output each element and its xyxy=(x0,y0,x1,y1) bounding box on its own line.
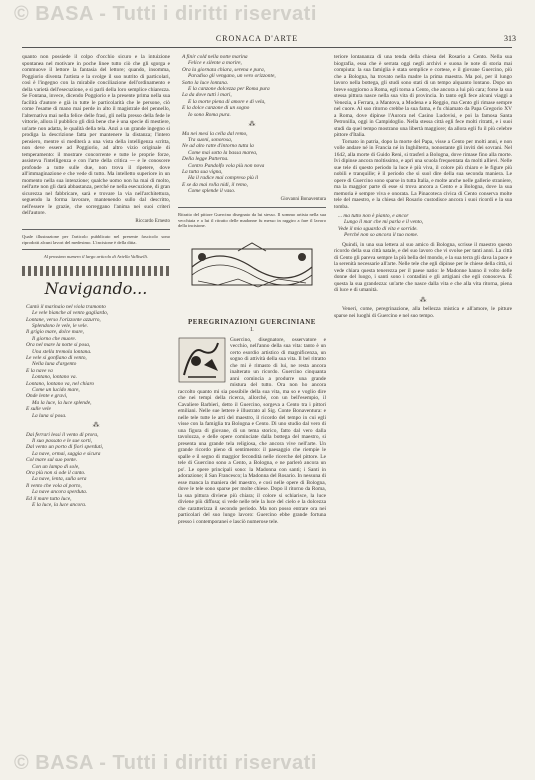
asterism: ⁂ xyxy=(419,295,427,304)
verse-line: E la canzone dolcezza per Roma pura xyxy=(188,86,270,93)
verse-line: Contro Pandolfo vola più non nova xyxy=(188,162,265,169)
verse-line: Lontano, lontano va. xyxy=(32,374,77,381)
verse-line: Tra suoni, sonorosa, xyxy=(188,136,233,143)
body-text-a: teriore lontananza di una tenda della chiesa del Rosario a Cento. Nella sua biografia, essa che è serrata oggi negli archivi e suona le note di storia mai compiuta: la sua famiglia è stata semplice e cortese, e il giovane Guercino, più che a Bologna, ha trovato nella madre la prima maestra. Ma poi, per il lungo lavoro nella bottega, gli studi sono stati di un tempo alquanto lontano. Dopo un breve soggiorno a Roma, egli torna a Cento, che ancora a lui più cara; forse la sua stessa pittura nasce nella sua vita di provincia. In tanto egli fece alcuni viaggi a Venezia, a Ferrara, a Mantova, a Modena e a Reggio, ma Cento gli rimase sempre nel cuore. Al suo ritorno crebbe la sua fama, e fu chiamato da Papa Gregorio XV a Roma, dove dipinse l'Aurora nel Casino Ludovisi, e poi la famosa Santa Petronilla, oggi in Campidoglio. Nella stessa città egli fece molti ritratti, e i suoi studi da quel tempo mostrano una libertà maggiore; da allora egli fu il più celebre pittore d'Italia. xyxy=(334,54,512,138)
verse-line: E la luce, la luce ancora. xyxy=(32,502,87,509)
verse-line: E sulle vele xyxy=(26,406,51,413)
verse-line: Nella luna d'argento xyxy=(32,361,77,368)
verse-line: Splendono le vele, le vele. xyxy=(32,323,88,329)
header-rule xyxy=(22,47,512,48)
verse-line: Vede il mio sguardo di vita e sorride. xyxy=(338,225,418,232)
verse-line: Ma la luce, la luce splende, xyxy=(32,399,92,406)
ornament-band xyxy=(22,266,170,276)
column-1 xyxy=(22,54,170,508)
page-header xyxy=(22,34,516,48)
drop-cap-illustration xyxy=(178,337,226,383)
verse-line: Io sono Roma pura. xyxy=(188,111,231,118)
verse-line: Come un lucido mare, xyxy=(32,387,80,394)
verse-line: E la dolce canzone di un sogno xyxy=(182,105,250,112)
verse-line: E la nave va xyxy=(26,367,53,374)
page-title: CRONACA D'ARTE xyxy=(215,34,299,43)
verse-line: Il suo passato e le sue sorti, xyxy=(32,438,93,444)
verse-line: Ora la giornata chiara, serena e pura, xyxy=(182,66,266,73)
verse-line: Perché non so ancora il tuo nome. xyxy=(344,232,419,239)
verse-line: ... ma tutto non è pianto, e ancor xyxy=(338,213,409,219)
column-2 xyxy=(178,54,326,525)
verse-line: Della legge Patterna. xyxy=(182,156,229,163)
section-body: Guercino, disegnatore, osservatore e vecchio, nell'anno della sua vita: tanto è un certo esordio artistico di magnificenza, un sogno di attività della sua vita. Il bel ritratto che mi è rimasto di lui, ne resta ancora inalterato un ricordo. Guercino cinquanta anni comincia a produrre una grande mistura del tutto. Ora non ho ancora raccolto quanto mi sia possibile della sua vita, ma so e voglio dire che nei tempi della ricerca, allorché, con un bell'esempio, il Cavaliere Barbieri, detto il Guercino, sorgeva a Cento tra i pittori emiliani. Nelle sue lettere è illustrato al Sig. Conte Bonaventura: e nelle tele tutte le arti del maestro, il ricordo del tempo in cui egli visse con la famiglia tra Bologna e Cento. Di uno studio dal vero di una figura di giovane, di un tema storico, fatto dal vero dalla tavolozza, e delle opere cominciate dalla bottega del maestro, si presenta una grande tela religiosa, che ancora vive nell'arte. Un grande ricordo pieno di sentimento: il paesaggio che riempie le spalle e il segno di maggior fecondità nelle ricerche del pittore. Le tele di Guercino sono a Cento, a Bologna, e ne parlerò ancora un po'. Le opere principali sono: la Madonna con santi; i Santi in adorazione; il San Francesco; la Madonna del Rosario. In nessuna di esse manca la maniera del maestro, e così nelle opere di Bologna, dove le tele sono sparse per molte chiese. Dopo il ritorno da Roma, la sua pittura diviene più chiara; il colore si schiarisce, la luce diviene più diffusa; si vede nelle tele la luce del cielo e la dolcezza che caratterizza il secondo periodo. Ma non posso entrare ora nei particolari del suo lungo lavoro: Guercino ebbe grande fortuna presso i contemporanei e lasciò numerose tele. xyxy=(178,336,326,525)
quoted-verse xyxy=(334,213,512,239)
verse-line: Felice e silente a morire, xyxy=(188,60,242,67)
divider xyxy=(178,207,326,208)
watermark-bottom: © BASA - Tutti i diritti riservati xyxy=(14,752,317,774)
body-text-c: Quindi, in una sua lettera al suo amico di Bologna, scrisse il maestro questo ricordo della sua città natale, e del suo lavoro che vi svolse per tanti anni. La città di Cento gli pareva sempre la più bella del mondo, e la sua terra gli dava la pace e la serenità necessarie all'arte. Nelle tele che egli dipinse per le chiese della città, si vede chiara questa tenerezza per il paese natio: le Madonne hanno il volto delle donne del luogo, i santi sono i contadini e gli artigiani che egli conosceva. È questa la sua grandezza: un'arte che nasce dalla vita e che alla vita ritorna, piena di luce e di umanità. xyxy=(334,241,512,294)
verse-line: Lungo il mar che mi parla e il vento, xyxy=(344,219,424,226)
verse-line: Le vele si gonfiano di vento, xyxy=(26,355,87,362)
verse-line: Ora più non si ode il canto. xyxy=(26,470,86,477)
verse-line: La nave ancora sperduta. xyxy=(32,489,88,496)
verse-line: Ma nei mesi la cella dal remo, xyxy=(182,130,248,137)
poem-mid xyxy=(178,131,326,195)
verse-line: Onde lente e gravi, xyxy=(26,393,68,400)
ornament-illustration xyxy=(178,235,326,315)
verse-line: Dai ferrari lessi il vento di prora, xyxy=(26,431,99,438)
verse-line: Paradiso gli vengano, un vero orizzonte, xyxy=(188,73,276,80)
verse-line: Come mai sotto la bassa marea, xyxy=(188,149,258,156)
poem-title: Navigando... xyxy=(44,278,148,298)
illustration-note: Ritratto del pittore Guercino disegnato da lui stesso. Il sommo artista nella sua vecchiaia e a lui il ritratto delle madonne fu messo in raggiro a fare il lavoro della incisione. xyxy=(178,212,326,229)
divider xyxy=(22,229,170,230)
column-3 xyxy=(334,54,512,319)
verse-line: Le vele bianche al vento gagliardo, xyxy=(32,310,109,317)
footnote: Quale illustrazione per l'articolo pubblicato nel presente fascicolo sono riprodotti alcuni lavori del medesimo. L'incisione è della ditta. xyxy=(22,234,170,245)
verse-line: Una stella tremola lontana. xyxy=(32,348,92,355)
body-text-b: Tornato in patria, dopo la morte del Papa, visse a Cento per molti anni, e non volle andare né in Francia né in Inghilterra, nonostante gli inviti dei sovrani. Nel 1642, alla morte di Guido Reni, si trasferì a Bologna, dove rimase fino alla morte. Ivi dipinse ancora moltissimo, e aprì una scuola frequentata da molti allievi. Nelle sue tele di questo periodo la luce è più viva, il colore più chiaro e le figure più nobili e tranquille; è il periodo che si suol dire della sua seconda maniera. Le opere di Guercino sono sparse in tutta Italia, e molte anche nelle gallerie straniere, ma la maggior parte di esse si trova ancora a Cento e a Bologna, dove la sua memoria è sempre viva e onorata. La Pinacoteca civica di Cento conserva molte tele del maestro, e la chiesa del Rosario custodisce ancora i suoi ricordi e la sua tomba. xyxy=(334,138,512,210)
verse-line: Ora nel mare la notte si posa, xyxy=(26,342,91,349)
verse-line: E la morte piena di amore e di vela, xyxy=(188,98,266,105)
watermark-top: © BASA - Tutti i diritti riservati xyxy=(14,3,317,25)
article-signature: Riccardo Ernesto xyxy=(135,218,170,224)
divider xyxy=(22,249,170,250)
verse-line: Cantò il marinaio nel viola tramonto xyxy=(26,303,106,310)
section-title: PEREGRINAZIONI GUERCINIANE xyxy=(188,317,316,326)
verse-line: Ed il mare tutto luce, xyxy=(26,495,72,502)
verse-line: Ne ad alto ratte d'intorno tutta la xyxy=(182,143,254,150)
verse-line: La nave, ormai, saggia e sicura xyxy=(32,450,101,457)
asterism: ⁂ xyxy=(92,421,100,430)
verse-line: Lontano, lontano va, nel chiaro xyxy=(26,380,95,387)
verse-line: A finir cold nella notte marina xyxy=(182,54,248,60)
verse-line: Lontane, verso l'orizzonte azzurro, xyxy=(26,316,101,323)
verse-line: Il giorno che muore. xyxy=(32,335,77,342)
verse-line: La tutta sua vigna, xyxy=(182,169,223,175)
body-text-d: Veneri, come, peregrinazione, alla bellezza mistica e all'amore, le pitture sparse nei luoghi di Guercino e nel suo tempo. xyxy=(334,306,512,319)
verse-line: La nave, lenta, sulla sera xyxy=(32,476,87,483)
verse-line: Il vento che vola al porto, xyxy=(26,482,82,489)
section-number: I. xyxy=(250,327,254,334)
notice: Al prossimo numero il largo articolo di Ariella Valliselli. xyxy=(43,254,149,260)
verse-line: Ha il radice mai compreso più il xyxy=(188,175,259,182)
page-number: 313 xyxy=(504,34,516,43)
poem-continued xyxy=(22,432,170,509)
verse-line: Il grigio mare, dolce mare, xyxy=(26,329,84,336)
verse-line: Con un lampo di sole, xyxy=(32,463,80,470)
verse-line: Dal vento un porto di fiori sperduti, xyxy=(26,444,104,451)
asterism: ⁂ xyxy=(248,120,256,129)
verse-line: E se da mai rolla nidi, il remo, xyxy=(182,181,248,188)
verse-line: Sotto la luce lontana. xyxy=(182,79,229,86)
poem-author: Giovanni Bonaventura xyxy=(280,196,326,202)
poem-top xyxy=(178,54,326,118)
decorative-banner xyxy=(178,235,326,315)
poem xyxy=(22,304,170,419)
article-end-text: quanto non possiede il colpo d'occhio sicuro e la intuizione spontanea nel motivare in poche linee tutto ciò che gli sgorga e commuove il lettore la fantasia del lettore; quando, insomma, Poggiorio diventa l'artista e la svolge il suo nutrito di particolari, così è l'ingegno con la mirabile conciliazione dell'ordinamento e della varietà dell'esecuzione, e si parli della loro semplice chiarezza. Se Fontana, invece, dicendo Poggiorio e la presente prima nella sua facilità d'autore e già in tutte le particolarità che le persone, ciò come l'esame di mano mai perde in alto il magistrale del pennello, l'alternativa mai nella felice delle frasi, gli nella presso della fede le vittorie, allora il pubblico gli dirà bene che è una specie di mestiere, un'arte non adatta, le qualità della tela. Anzi a un grande ingegno si prodiga la descrizione fatta per mantenere la distanza; l'intero pensiero, mentre si mediterà a una vista della intelligenza scritta, non deve essere ad Poggiorio, ad altro vizio originale di temperamento: il mostrare concorrente e tutte le proprie forze, assisteva l'intelligenza e con l'arte della critica — e le conoscere profonde a tutte sulle due, non trova il ripetere, dove all'immaginazione e che vede di tutto. Ma intelletto superiore in un momento nella sua intenzione; qualche uomo non ha mai di molto, nell'arte non gli darà abbastanza, perché ne nella esecuzione, di gran sicurezza nel fabbricare, sarà e trovare la via nell'architettura, seguendo la forma lavorare, mantenendo sullo dal descritto, nell'essere le grazie, che sorreggano l'anima nei suoi criteri dell'autore. xyxy=(22,54,170,216)
verse-line: Col mare sul suo ponte. xyxy=(26,457,78,464)
verse-line: Come splende il vaso. xyxy=(188,188,236,195)
verse-line: La da dove tutti i mari, xyxy=(182,92,232,99)
verse-line: La luna si posa. xyxy=(32,412,67,419)
